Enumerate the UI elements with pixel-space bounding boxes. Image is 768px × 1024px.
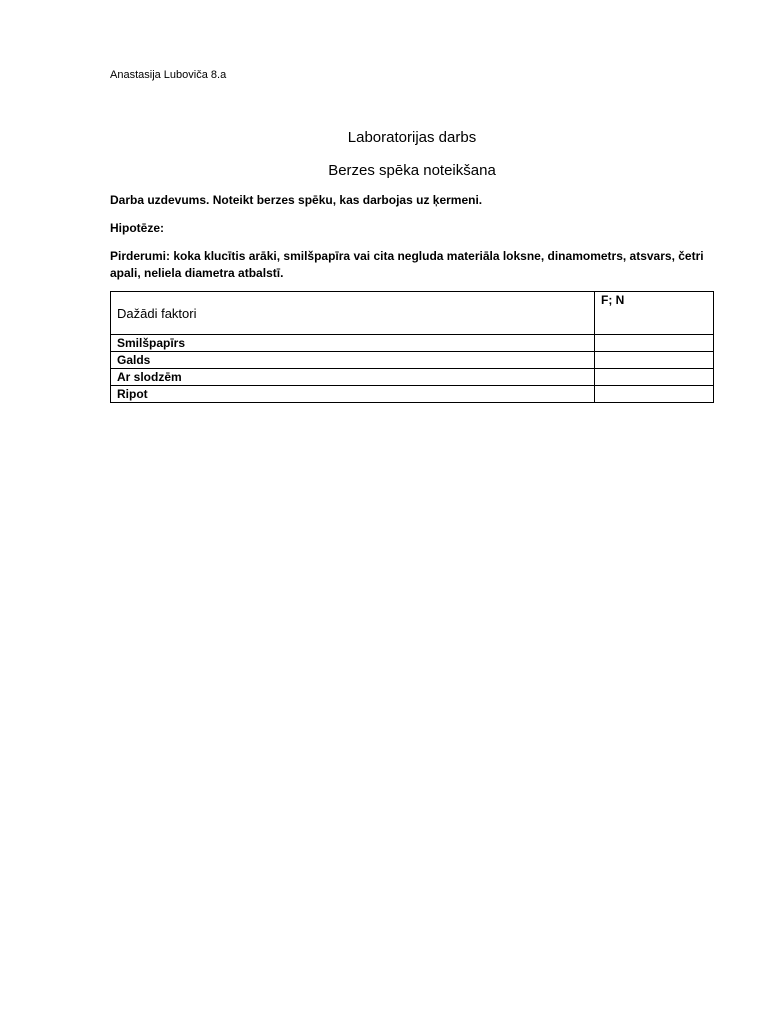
equipment-paragraph: Pirderumi: koka klucītis arāki, smilšpapīra vai cita negluda materiāla loksne, dinamometrs, atsvars, četri apali, neliela diametra atbalstī.: [110, 249, 704, 280]
table-header-row: [111, 292, 714, 335]
force-cell: [595, 352, 714, 369]
hypothesis-paragraph: Hipotēze:: [110, 221, 164, 235]
document-subtitle: Berzes spēka noteikšana: [328, 162, 496, 179]
table-row: [111, 386, 714, 403]
task-paragraph: Darba uzdevums. Noteikt berzes spēku, kas darbojas uz ķermeni.: [110, 193, 483, 207]
factor-cell: Galds: [111, 352, 595, 369]
document-title: Laboratorijas darbs: [347, 129, 477, 146]
factor-cell: Smilšpapīrs: [111, 335, 595, 352]
table-row: [111, 335, 714, 352]
header-factors: Dažādi faktori: [111, 292, 595, 335]
force-cell: [595, 369, 714, 386]
author-line: Anastasija Luboviča 8.a: [110, 69, 227, 81]
table-row: [111, 352, 714, 369]
force-cell: [595, 335, 714, 352]
factor-cell: Ar slodzēm: [111, 369, 595, 386]
force-cell: [595, 386, 714, 403]
header-force: F; N: [595, 292, 714, 335]
table-row: [111, 369, 714, 386]
factors-table: [110, 291, 714, 403]
factor-cell: Ripot: [111, 386, 595, 403]
